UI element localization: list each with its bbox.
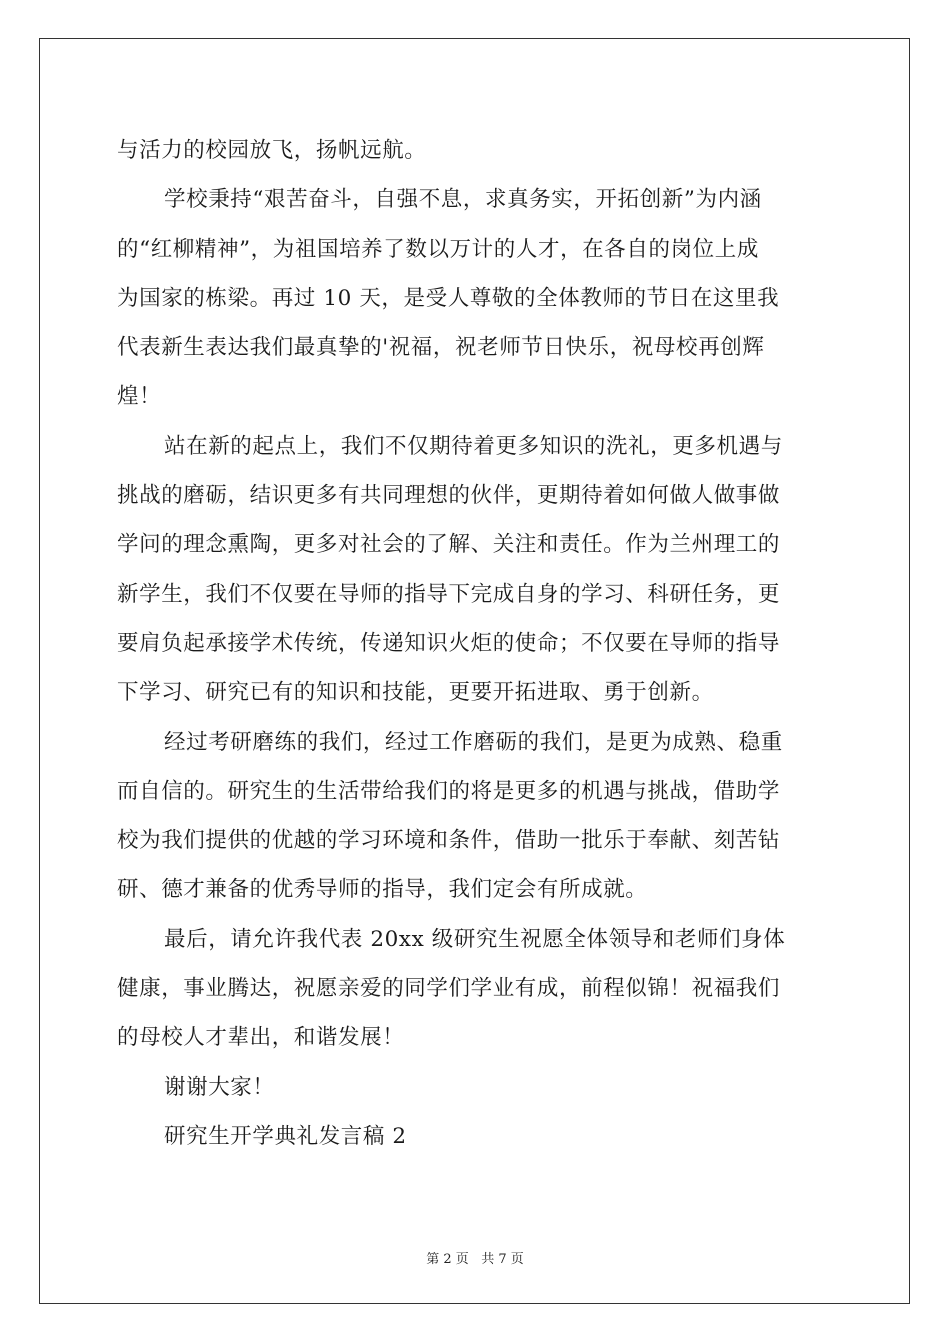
section-heading: 研究生开学典礼发言稿 2 bbox=[164, 1123, 407, 1149]
text-line-12: 下学习、研究已有的知识和技能，更要开拓进取、勇于创新。 bbox=[117, 680, 714, 706]
text-line-15: 校为我们提供的优越的学习环境和条件，借助一批乐于奉献、刻苦钻 bbox=[117, 828, 781, 854]
text-line-9: 学问的理念熏陶，更多对社会的了解、关注和责任。作为兰州理工的 bbox=[117, 532, 781, 558]
page-total: 共 7 页 bbox=[481, 1252, 524, 1267]
text-line-5: 代表新生表达我们最真挚的'祝福，祝老师节日快乐，祝母校再创辉 bbox=[117, 335, 765, 361]
text-line-18: 健康，事业腾达，祝愿亲爱的同学们学业有成，前程似锦！祝福我们 bbox=[117, 976, 781, 1002]
text-line-13: 经过考研磨练的我们，经过工作磨砺的我们，是更为成熟、稳重 bbox=[164, 729, 783, 755]
text-line-8: 挑战的磨砺，结识更多有共同理想的伙伴，更期待着如何做人做事做 bbox=[117, 483, 781, 509]
page-number: 第 2 页 bbox=[426, 1252, 469, 1267]
text-line-19: 的母校人才辈出，和谐发展！ bbox=[117, 1025, 405, 1051]
text-line-14: 而自信的。研究生的生活带给我们的将是更多的机遇与挑战，借助学 bbox=[117, 778, 781, 804]
text-line-7: 站在新的起点上，我们不仅期待着更多知识的洗礼，更多机遇与 bbox=[164, 433, 783, 459]
document-body bbox=[117, 126, 834, 1161]
text-line-4: 为国家的栋梁。再过 10 天，是受人尊敬的全体教师的节日在这里我 bbox=[117, 285, 780, 311]
text-line-10: 新学生，我们不仅要在导师的指导下完成自身的学习、科研任务，更 bbox=[117, 581, 781, 607]
text-line-17: 最后，请允许我代表 20xx 级研究生祝愿全体领导和老师们身体 bbox=[164, 926, 786, 952]
text-line-16: 研、德才兼备的优秀导师的指导，我们定会有所成就。 bbox=[117, 877, 648, 903]
text-line-1: 与活力的校园放飞，扬帆远航。 bbox=[117, 138, 427, 163]
text-line-3: 的“红柳精神”，为祖国培养了数以万计的人才，在各自的岗位上成 bbox=[117, 236, 759, 262]
text-line-2: 学校秉持“艰苦奋斗，自强不息，求真务实，开拓创新”为内涵 bbox=[164, 187, 762, 213]
text-line-6: 煌！ bbox=[117, 384, 162, 410]
page-footer bbox=[0, 1248, 950, 1267]
text-line-20: 谢谢大家！ bbox=[164, 1074, 275, 1100]
text-line-11: 要肩负起承接学术传统，传递知识火炬的使命；不仅要在导师的指导 bbox=[117, 630, 781, 656]
